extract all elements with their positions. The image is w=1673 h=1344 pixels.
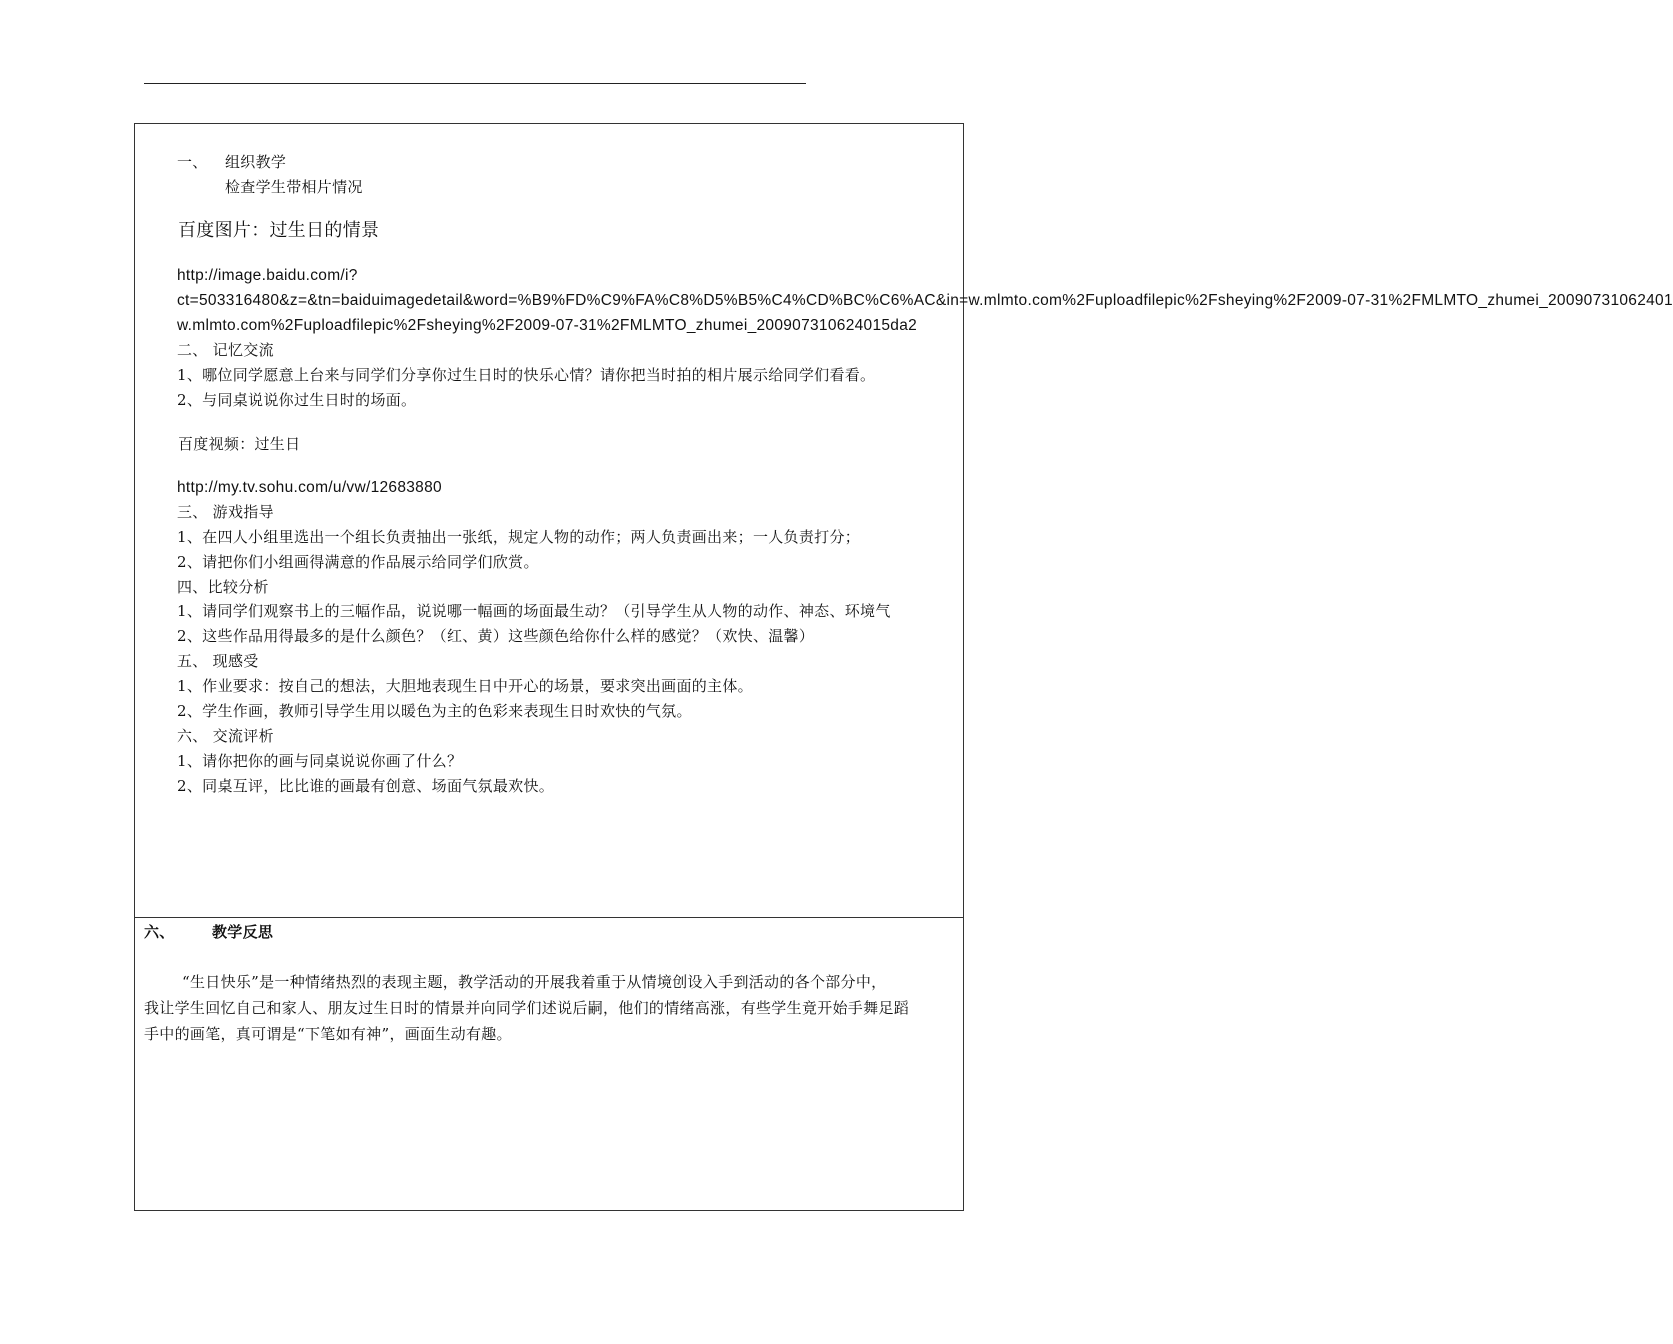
- section-3-item-1: 1、在四人小组里选出一个组长负责抽出一张纸，规定人物的动作；两人负责画出来；一人负责打分；: [177, 528, 861, 546]
- image-url-line-2[interactable]: ct=503316480&z=&tn=baiduimagedetail&word=%B9%FD%C9%FA%C8%D5%B5%C4%CD%BC%C6%AC&in=w.mlmto.com%2Fuploadfilepic%2Fsheying%2F2009-07-31%2FMLMTO_zhumei_20090731062401: [177, 292, 1673, 309]
- section-divider: [135, 917, 963, 918]
- reflection-number: 六、: [144, 923, 175, 941]
- section-6-item-1: 1、请你把你的画与同桌说说你画了什么？: [177, 752, 463, 770]
- baidu-video-label: 百度视频：过生日: [178, 435, 301, 453]
- baidu-image-label: 百度图片：过生日的情景: [178, 220, 380, 241]
- section-4-item-1: 1、请同学们观察书上的三幅作品，说说哪一幅画的场面最生动？（引导学生从人物的动作、神态、环境气: [177, 602, 891, 620]
- section-6-title: 六、 交流评析: [177, 727, 274, 745]
- image-url-line-3[interactable]: w.mlmto.com%2Fuploadfilepic%2Fsheying%2F2009-07-31%2FMLMTO_zhumei_200907310624015da2: [177, 317, 918, 334]
- reflection-line-1: “生日快乐”是一种情绪热烈的表现主题，教学活动的开展我着重于从情境创设入手到活动的各个部分中，: [182, 973, 887, 991]
- section-5-title: 五、 现感受: [177, 652, 259, 670]
- reflection-title: 教学反思: [212, 923, 274, 941]
- section-4-title: 四、比较分析: [177, 578, 269, 596]
- lesson-table: [134, 123, 1673, 1211]
- section-4-item-2: 2、这些作品用得最多的是什么颜色？（红、黄）这些颜色给你什么样的感觉？（欢快、温馨）: [177, 627, 815, 645]
- section-3-item-2: 2、请把你们小组画得满意的作品展示给同学们欣赏。: [177, 553, 539, 571]
- reflection-line-3: 手中的画笔，真可谓是“下笔如有神”，画面生动有趣。: [144, 1025, 512, 1043]
- section-5-item-2: 2、学生作画，教师引导学生用以暖色为主的色彩来表现生日时欢快的气氛。: [177, 702, 692, 720]
- section-2-title: 二、 记忆交流: [177, 341, 274, 359]
- reflection-line-2: 我让学生回忆自己和家人、朋友过生日时的情景并向同学们述说后嗣，他们的情绪高涨，有些学生竟开始手舞足蹈: [144, 999, 910, 1017]
- image-url-line-1[interactable]: http://image.baidu.com/i?: [177, 267, 358, 284]
- section-2-item-2: 2、与同桌说说你过生日时的场面。: [177, 391, 417, 409]
- section-5-item-1: 1、作业要求：按自己的想法，大胆地表现生日中开心的场景，要求突出画面的主体。: [177, 677, 753, 695]
- section-1-subtitle: 检查学生带相片情况: [225, 178, 363, 196]
- section-1-number: 一、: [177, 153, 208, 171]
- section-2-item-1: 1、哪位同学愿意上台来与同学们分享你过生日时的快乐心情？请你把当时拍的相片展示给同学们看看。: [177, 366, 876, 384]
- section-3-title: 三、 游戏指导: [177, 503, 274, 521]
- section-1-title: 组织教学: [225, 153, 287, 171]
- header-rule: [144, 83, 806, 84]
- video-url[interactable]: http://my.tv.sohu.com/u/vw/12683880: [177, 479, 442, 496]
- section-6-item-2: 2、同桌互评，比比谁的画最有创意、场面气氛最欢快。: [177, 777, 555, 795]
